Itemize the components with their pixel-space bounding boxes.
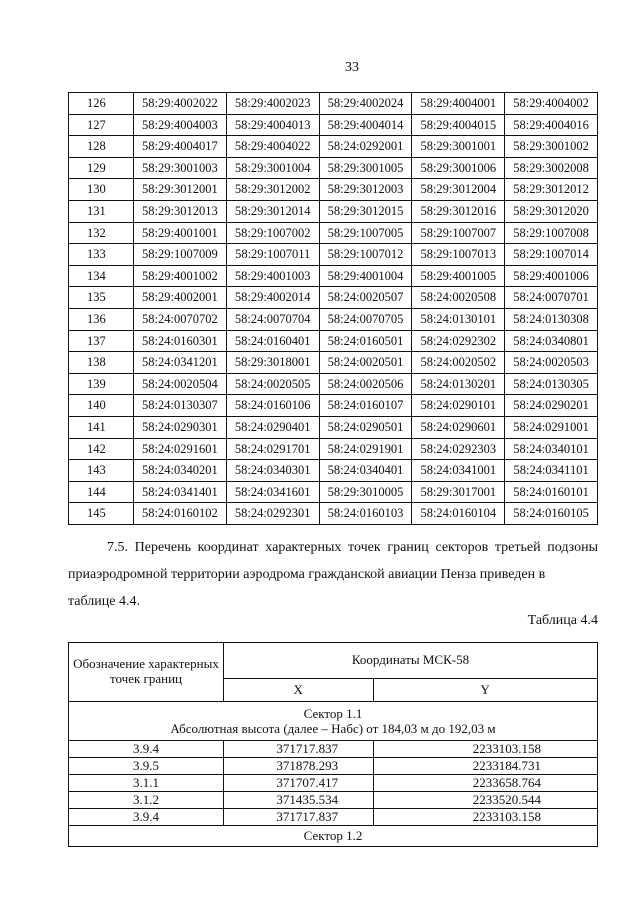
cadastral-number-cell: 58:24:0290401 <box>226 416 319 438</box>
table-row <box>69 265 598 287</box>
row-index-cell: 142 <box>69 438 134 460</box>
table-row <box>69 352 598 374</box>
row-index-cell: 129 <box>69 157 134 179</box>
y-coordinate-cell: 2233103.158 <box>373 741 598 758</box>
sector-1-2-row <box>69 826 598 847</box>
table-row <box>69 308 598 330</box>
table-row <box>69 438 598 460</box>
table-row <box>69 416 598 438</box>
row-index-cell: 135 <box>69 287 134 309</box>
cadastral-number-cell: 58:29:4001004 <box>319 265 412 287</box>
cadastral-number-cell: 58:29:3012015 <box>319 200 412 222</box>
cadastral-number-cell: 58:24:0341001 <box>412 460 505 482</box>
cadastral-number-cell: 58:24:0340801 <box>505 330 598 352</box>
table-row <box>69 114 598 136</box>
table-row <box>69 222 598 244</box>
cadastral-number-cell: 58:29:3001004 <box>226 157 319 179</box>
cadastral-number-cell: 58:29:4002022 <box>134 93 227 115</box>
cadastral-number-cell: 58:24:0160103 <box>319 503 412 525</box>
header-coords-cell: Координаты МСК-58 <box>224 643 598 679</box>
cadastral-number-cell: 58:29:3012020 <box>505 200 598 222</box>
cadastral-number-cell: 58:24:0340301 <box>226 460 319 482</box>
cadastral-number-cell: 58:24:0341401 <box>134 481 227 503</box>
paragraph-7-5: 7.5. Перечень координат характерных точек границ секторов третьей подзоны приаэродромной территории аэродрома гражданской авиации Пенза приведен в <box>68 540 598 582</box>
row-index-cell: 136 <box>69 308 134 330</box>
table-row <box>69 395 598 417</box>
cadastral-number-cell: 58:24:0290601 <box>412 416 505 438</box>
cadastral-number-cell: 58:29:3001001 <box>412 136 505 158</box>
cadastral-number-cell: 58:24:0340101 <box>505 438 598 460</box>
table-row <box>69 244 598 266</box>
cadastral-number-cell: 58:29:4004001 <box>412 93 505 115</box>
row-index-cell: 131 <box>69 200 134 222</box>
cadastral-number-cell: 58:29:3001005 <box>319 157 412 179</box>
cadastral-number-cell: 58:29:3012003 <box>319 179 412 201</box>
header-y-cell: Y <box>373 679 598 702</box>
cadastral-number-cell: 58:24:0020505 <box>226 373 319 395</box>
cadastral-number-cell: 58:24:0160401 <box>226 330 319 352</box>
cadastral-number-cell: 58:29:4004002 <box>505 93 598 115</box>
cadastral-number-cell: 58:24:0291701 <box>226 438 319 460</box>
cadastral-number-cell: 58:24:0130307 <box>134 395 227 417</box>
coord-row <box>69 741 598 758</box>
cadastral-number-cell: 58:24:0340201 <box>134 460 227 482</box>
cadastral-number-cell: 58:29:1007009 <box>134 244 227 266</box>
cadastral-number-cell: 58:24:0340401 <box>319 460 412 482</box>
cadastral-number-cell: 58:24:0020506 <box>319 373 412 395</box>
header-label-cell: Обозначение характерных точек границ <box>69 643 224 702</box>
cadastral-number-cell: 58:24:0341601 <box>226 481 319 503</box>
cadastral-number-cell: 58:29:1007011 <box>226 244 319 266</box>
cadastral-number-cell: 58:24:0160102 <box>134 503 227 525</box>
cadastral-number-cell: 58:29:4004015 <box>412 114 505 136</box>
row-index-cell: 126 <box>69 93 134 115</box>
point-label-cell: 3.9.5 <box>69 758 224 775</box>
cadastral-number-cell: 58:29:3018001 <box>226 352 319 374</box>
table-row <box>69 136 598 158</box>
table-row <box>69 503 598 525</box>
cadastral-number-cell: 58:29:3012004 <box>412 179 505 201</box>
point-label-cell: 3.9.4 <box>69 809 224 826</box>
table-row <box>69 287 598 309</box>
point-label-cell: 3.1.2 <box>69 792 224 809</box>
cadastral-number-cell: 58:29:4002014 <box>226 287 319 309</box>
cadastral-number-cell: 58:29:3001003 <box>134 157 227 179</box>
cadastral-number-cell: 58:24:0160101 <box>505 481 598 503</box>
x-coordinate-cell: 371707.417 <box>224 775 374 792</box>
table-row <box>69 179 598 201</box>
cadastral-number-cell: 58:24:0130308 <box>505 308 598 330</box>
table-row <box>69 330 598 352</box>
table-row <box>69 481 598 503</box>
cadastral-number-cell: 58:29:3012002 <box>226 179 319 201</box>
cadastral-number-cell: 58:24:0290201 <box>505 395 598 417</box>
cadastral-number-cell: 58:29:3012014 <box>226 200 319 222</box>
row-index-cell: 133 <box>69 244 134 266</box>
cadastral-number-cell: 58:24:0341201 <box>134 352 227 374</box>
cadastral-number-cell: 58:29:3017001 <box>412 481 505 503</box>
cadastral-number-cell: 58:24:0160301 <box>134 330 227 352</box>
cadastral-number-cell: 58:24:0130101 <box>412 308 505 330</box>
row-index-cell: 140 <box>69 395 134 417</box>
cadastral-number-cell: 58:29:3012016 <box>412 200 505 222</box>
cadastral-number-cell: 58:29:4004016 <box>505 114 598 136</box>
cadastral-number-cell: 58:29:1007012 <box>319 244 412 266</box>
header-x-cell: X <box>224 679 374 702</box>
cadastral-numbers-table <box>68 92 598 525</box>
cadastral-number-cell: 58:24:0020508 <box>412 287 505 309</box>
x-coordinate-cell: 371717.837 <box>224 741 374 758</box>
y-coordinate-cell: 2233103.158 <box>373 809 598 826</box>
table-row <box>69 157 598 179</box>
cadastral-number-cell: 58:29:1007014 <box>505 244 598 266</box>
cadastral-number-cell: 58:24:0291901 <box>319 438 412 460</box>
x-coordinate-cell: 371717.837 <box>224 809 374 826</box>
table-row <box>69 200 598 222</box>
row-index-cell: 145 <box>69 503 134 525</box>
cadastral-number-cell: 58:29:3012013 <box>134 200 227 222</box>
cadastral-number-cell: 58:24:0160105 <box>505 503 598 525</box>
cadastral-number-cell: 58:24:0160106 <box>226 395 319 417</box>
row-index-cell: 128 <box>69 136 134 158</box>
cadastral-number-cell: 58:29:4001003 <box>226 265 319 287</box>
coordinates-table <box>68 642 598 847</box>
y-coordinate-cell: 2233658.764 <box>373 775 598 792</box>
y-coordinate-cell: 2233184.731 <box>373 758 598 775</box>
cadastral-number-cell: 58:29:4004014 <box>319 114 412 136</box>
cadastral-number-cell: 58:29:4002023 <box>226 93 319 115</box>
cadastral-number-cell: 58:29:4004013 <box>226 114 319 136</box>
row-index-cell: 144 <box>69 481 134 503</box>
cadastral-number-cell: 58:29:4002024 <box>319 93 412 115</box>
cadastral-number-cell: 58:24:0020507 <box>319 287 412 309</box>
cadastral-number-cell: 58:29:3002008 <box>505 157 598 179</box>
cadastral-number-cell: 58:29:4004017 <box>134 136 227 158</box>
cadastral-number-cell: 58:29:1007005 <box>319 222 412 244</box>
cadastral-number-cell: 58:29:3010005 <box>319 481 412 503</box>
cadastral-number-cell: 58:29:3001002 <box>505 136 598 158</box>
y-coordinate-cell: 2233520.544 <box>373 792 598 809</box>
cadastral-number-cell: 58:29:1007002 <box>226 222 319 244</box>
sector-1-1-height: Абсолютная высота (далее – Набс) от 184,03 м до 192,03 м <box>170 721 496 736</box>
cadastral-number-cell: 58:29:4001001 <box>134 222 227 244</box>
cadastral-number-cell: 58:24:0290501 <box>319 416 412 438</box>
cadastral-number-cell: 58:29:4004022 <box>226 136 319 158</box>
cadastral-number-cell: 58:24:0020504 <box>134 373 227 395</box>
cadastral-number-cell: 58:24:0160104 <box>412 503 505 525</box>
cadastral-number-cell: 58:24:0291601 <box>134 438 227 460</box>
table-caption: Таблица 4.4 <box>527 613 598 628</box>
table-row <box>69 373 598 395</box>
cadastral-number-cell: 58:24:0290301 <box>134 416 227 438</box>
cadastral-number-cell: 58:24:0020503 <box>505 352 598 374</box>
cadastral-number-cell: 58:29:1007007 <box>412 222 505 244</box>
cadastral-number-cell: 58:24:0160107 <box>319 395 412 417</box>
page-number: 33 <box>345 60 359 75</box>
cadastral-number-cell: 58:24:0070705 <box>319 308 412 330</box>
row-index-cell: 139 <box>69 373 134 395</box>
cadastral-number-cell: 58:24:0070702 <box>134 308 227 330</box>
row-index-cell: 132 <box>69 222 134 244</box>
cadastral-number-cell: 58:29:4001002 <box>134 265 227 287</box>
cadastral-number-cell: 58:24:0130305 <box>505 373 598 395</box>
cadastral-number-cell: 58:29:4002001 <box>134 287 227 309</box>
coord-header-row <box>69 643 598 679</box>
x-coordinate-cell: 371435.534 <box>224 792 374 809</box>
row-index-cell: 137 <box>69 330 134 352</box>
cadastral-number-cell: 58:24:0020502 <box>412 352 505 374</box>
coord-row <box>69 809 598 826</box>
row-index-cell: 130 <box>69 179 134 201</box>
coord-row <box>69 792 598 809</box>
coord-row <box>69 758 598 775</box>
cadastral-number-cell: 58:29:3012001 <box>134 179 227 201</box>
row-index-cell: 141 <box>69 416 134 438</box>
cadastral-number-cell: 58:24:0292001 <box>319 136 412 158</box>
cadastral-number-cell: 58:29:3012012 <box>505 179 598 201</box>
sector-1-1-row <box>69 702 598 741</box>
cadastral-number-cell: 58:29:4001005 <box>412 265 505 287</box>
row-index-cell: 134 <box>69 265 134 287</box>
cadastral-number-cell: 58:24:0291001 <box>505 416 598 438</box>
sector-1-1-title: Сектор 1.1 <box>303 706 363 722</box>
point-label-cell: 3.9.4 <box>69 741 224 758</box>
cadastral-number-cell: 58:24:0292303 <box>412 438 505 460</box>
cadastral-number-cell: 58:24:0070704 <box>226 308 319 330</box>
cadastral-number-cell: 58:29:1007008 <box>505 222 598 244</box>
cadastral-number-cell: 58:24:0020501 <box>319 352 412 374</box>
row-index-cell: 127 <box>69 114 134 136</box>
row-index-cell: 143 <box>69 460 134 482</box>
cadastral-number-cell: 58:29:4004003 <box>134 114 227 136</box>
cadastral-number-cell: 58:24:0290101 <box>412 395 505 417</box>
cadastral-number-cell: 58:24:0292301 <box>226 503 319 525</box>
x-coordinate-cell: 371878.293 <box>224 758 374 775</box>
sector-1-2-title: Сектор 1.2 <box>69 826 598 847</box>
cadastral-number-cell: 58:29:3001006 <box>412 157 505 179</box>
cadastral-number-cell: 58:29:1007013 <box>412 244 505 266</box>
cadastral-number-cell: 58:24:0341101 <box>505 460 598 482</box>
cadastral-number-cell: 58:29:4001006 <box>505 265 598 287</box>
point-label-cell: 3.1.1 <box>69 775 224 792</box>
table-row <box>69 460 598 482</box>
table-row <box>69 93 598 115</box>
coord-row <box>69 775 598 792</box>
cadastral-number-cell: 58:24:0160501 <box>319 330 412 352</box>
cadastral-number-cell: 58:24:0292302 <box>412 330 505 352</box>
cadastral-number-cell: 58:24:0130201 <box>412 373 505 395</box>
cadastral-number-cell: 58:24:0070701 <box>505 287 598 309</box>
row-index-cell: 138 <box>69 352 134 374</box>
paragraph-7-5-tail: таблице 4.4. <box>68 594 140 609</box>
sector-1-1-cell <box>69 702 598 741</box>
